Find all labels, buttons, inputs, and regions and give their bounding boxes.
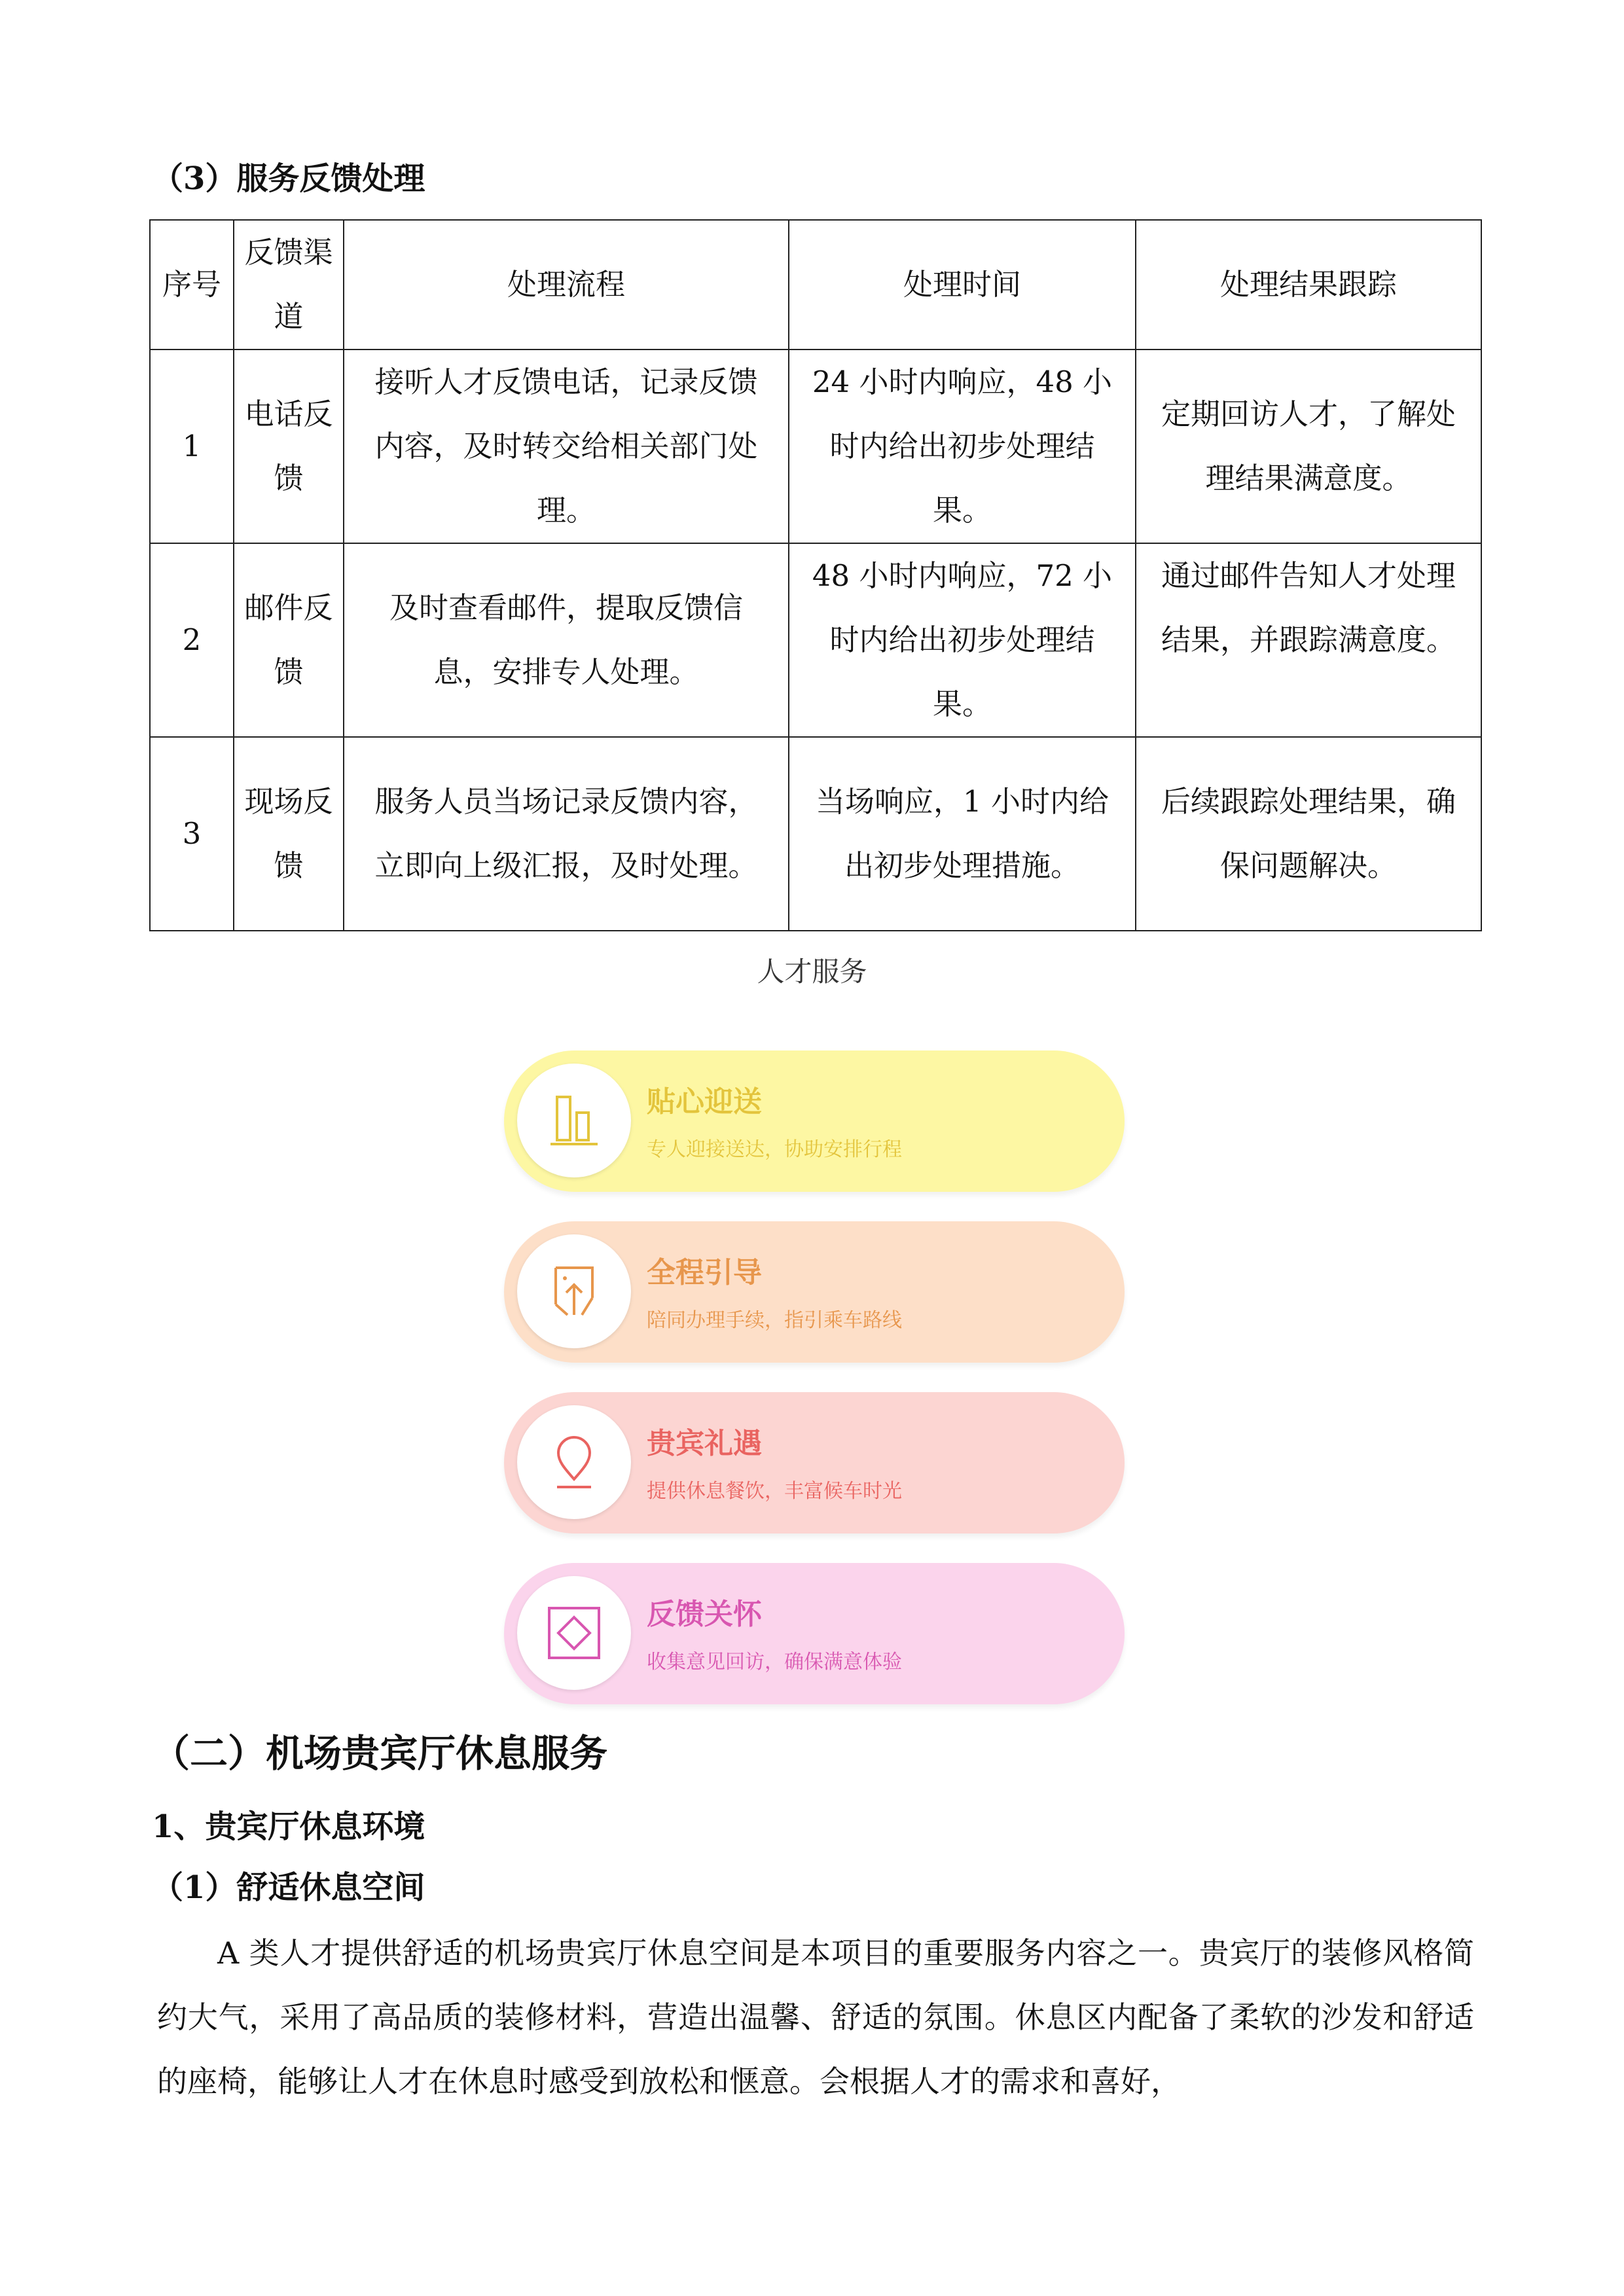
service-subtitle: 提供休息餐饮，丰富候车时光 — [647, 1480, 902, 1503]
service-title: 反馈关怀 — [647, 1598, 762, 1631]
cell-index: 2 — [150, 543, 234, 737]
service-card-feedback — [504, 1563, 1125, 1704]
diamond-frame-icon — [541, 1600, 607, 1666]
icon-circle — [517, 1405, 631, 1519]
cell-process: 服务人员当场记录反馈内容，立即向上级汇报，及时处理。 — [344, 737, 789, 931]
cell-process: 及时查看邮件，提取反馈信息，安排专人处理。 — [344, 543, 789, 737]
cell-channel: 邮件反馈 — [234, 543, 344, 737]
body-paragraph: A 类人才提供舒适的机场贵宾厅休息空间是本项目的重要服务内容之一。贵宾厅的装修风格简约大气，采用了高品质的装修材料，营造出温馨、舒适的氛围。休息区内配备了柔软的沙发和舒适的座椅，能够让人才在休息时感受到放松和惬意。会根据人才的需求和喜好， — [157, 1935, 1474, 2099]
table-row — [150, 350, 1481, 543]
cell-index: 3 — [150, 737, 234, 931]
cell-channel: 现场反馈 — [234, 737, 344, 931]
cell-index: 1 — [150, 350, 234, 543]
cell-time: 48 小时内响应，72 小时内给出初步处理结果。 — [789, 543, 1136, 737]
cell-time: 当场响应，1 小时内给出初步处理措施。 — [789, 737, 1136, 931]
section-title: （二）机场贵宾厅休息服务 — [152, 1731, 608, 1776]
service-card-greeting — [504, 1050, 1125, 1192]
service-subtitle: 专人迎接送达，协助安排行程 — [647, 1138, 902, 1161]
sub-sub-section-title: （1）舒适休息空间 — [152, 1869, 425, 1906]
feedback-table — [149, 219, 1482, 931]
header-time: 处理时间 — [789, 220, 1136, 350]
location-pin-icon — [541, 1429, 607, 1495]
section-heading-feedback: （3）服务反馈处理 — [152, 160, 425, 197]
cell-tracking: 通过邮件告知人才处理结果，并跟踪满意度。 — [1136, 543, 1481, 737]
header-index: 序号 — [150, 220, 234, 350]
service-title: 贵宾礼遇 — [647, 1427, 762, 1460]
service-subtitle: 陪同办理手续，指引乘车路线 — [647, 1309, 902, 1332]
icon-circle — [517, 1234, 631, 1348]
guide-upload-icon — [541, 1259, 607, 1324]
pillars-icon — [541, 1088, 607, 1153]
service-title: 全程引导 — [647, 1256, 762, 1289]
cell-time: 24 小时内响应，48 小时内给出初步处理结果。 — [789, 350, 1136, 543]
cell-channel: 电话反馈 — [234, 350, 344, 543]
header-tracking: 处理结果跟踪 — [1136, 220, 1481, 350]
cell-tracking: 定期回访人才，了解处理结果满意度。 — [1136, 350, 1481, 543]
figure-caption: 人才服务 — [757, 956, 867, 988]
table-row — [150, 543, 1481, 737]
table-header-row — [150, 220, 1481, 350]
service-card-guidance — [504, 1221, 1125, 1363]
service-subtitle: 收集意见回访，确保满意体验 — [647, 1651, 902, 1674]
service-title: 贴心迎送 — [647, 1085, 762, 1119]
sub-section-title: 1、贵宾厅休息环境 — [152, 1808, 425, 1845]
service-card-vip — [504, 1392, 1125, 1534]
icon-circle — [517, 1064, 631, 1177]
cell-process: 接听人才反馈电话，记录反馈内容，及时转交给相关部门处理。 — [344, 350, 789, 543]
header-channel: 反馈渠道 — [234, 220, 344, 350]
cell-tracking: 后续跟踪处理结果，确保问题解决。 — [1136, 737, 1481, 931]
table-row — [150, 737, 1481, 931]
header-process: 处理流程 — [344, 220, 789, 350]
icon-circle — [517, 1576, 631, 1690]
